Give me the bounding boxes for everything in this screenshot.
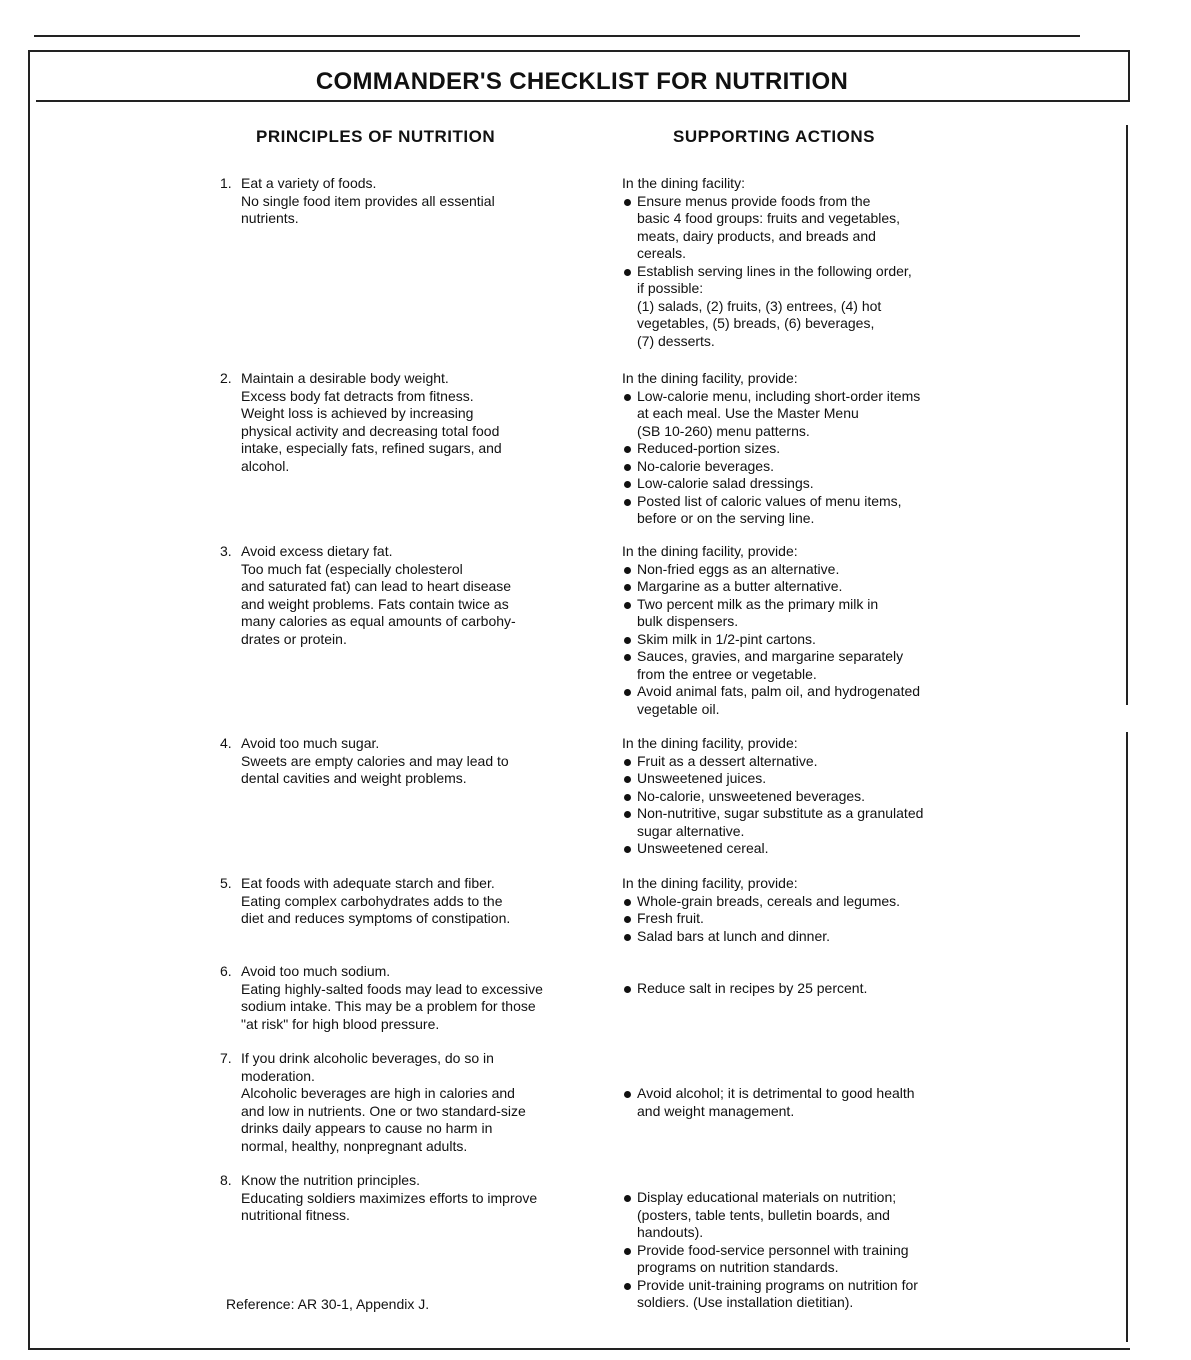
action-text-line: Ensure menus provide foods from the <box>637 192 871 209</box>
action-text-line: (SB 10-260) menu patterns. <box>637 422 810 439</box>
action-text-line: cereals. <box>637 245 687 261</box>
principle-text-line: drinks daily appears to cause no harm in <box>241 1120 493 1136</box>
action-text-line: before or on the serving line. <box>637 510 815 526</box>
action-text-line: Avoid animal fats, palm oil, and hydrogenated <box>637 683 921 699</box>
frame-right-edge <box>1128 50 1130 102</box>
principle-heading <box>220 543 600 561</box>
action-bullet-item <box>622 631 972 649</box>
reference-note: Reference: AR 30-1, Appendix J. <box>226 1296 430 1312</box>
action-group <box>622 875 972 945</box>
action-bullet-item <box>622 578 972 596</box>
action-intro: In the dining facility, provide: <box>622 543 798 559</box>
principle-text-line: many calories as equal amounts of carbohy- <box>241 613 516 629</box>
action-bullet-item <box>622 1242 972 1277</box>
action-bullet-item <box>622 648 972 683</box>
principle-item <box>220 370 600 475</box>
principle-title: Avoid too much sugar. <box>241 735 380 751</box>
principle-text-line: "at risk" for high blood pressure. <box>241 1015 440 1032</box>
action-text-line: handouts). <box>637 1224 704 1240</box>
action-text-line: (posters, table tents, bulletin boards, and <box>637 1206 890 1223</box>
action-intro: In the dining facility, provide: <box>622 370 798 386</box>
action-text-line: Low-calorie salad dressings. <box>637 475 814 491</box>
principle-text-line: nutritional fitness. <box>241 1207 350 1223</box>
principle-title: Eat foods with adequate starch and fiber. <box>241 875 495 891</box>
principle-title: Avoid too much sodium. <box>241 963 391 979</box>
principle-number: 7. <box>220 1050 232 1066</box>
action-text-line: Unsweetened juices. <box>637 770 767 786</box>
principle-title: Maintain a desirable body weight. <box>241 370 449 386</box>
principle-text-line: nutrients. <box>241 210 299 226</box>
action-text-line: Avoid alcohol; it is detrimental to good health <box>637 1085 915 1101</box>
action-group <box>622 1085 972 1120</box>
principle-heading <box>220 1050 600 1068</box>
action-text-line: No-calorie beverages. <box>637 457 774 474</box>
principle-number: 6. <box>220 963 232 979</box>
action-text-line: bulk dispensers. <box>637 613 739 629</box>
action-bullet-item <box>622 770 972 788</box>
action-text-line: programs on nutrition standards. <box>637 1259 839 1275</box>
principle-number: 1. <box>220 175 232 191</box>
right-column-header: SUPPORTING ACTIONS <box>673 127 875 146</box>
principle-item <box>220 1172 600 1225</box>
principle-text-line: No single food item provides all essential <box>241 192 495 209</box>
action-text-line: Non-nutritive, sugar substitute as a granulated <box>637 805 924 821</box>
action-group <box>622 1189 972 1312</box>
principle-text-line: Too much fat (especially cholesterol <box>241 560 463 577</box>
principle-title: Know the nutrition principles. <box>241 1172 420 1188</box>
principle-heading <box>220 875 600 893</box>
action-text-line: (7) desserts. <box>637 332 715 349</box>
principle-text-line: intake, especially fats, refined sugars, and <box>241 440 502 456</box>
action-text-line: Sauces, gravies, and margarine separately <box>637 648 904 664</box>
action-bullet-item <box>622 980 972 998</box>
principle-text-line: Educating soldiers maximizes efforts to improve <box>241 1189 538 1206</box>
principle-item <box>220 963 600 1033</box>
action-text-line: Posted list of caloric values of menu items, <box>637 492 902 509</box>
action-text-line: vegetable oil. <box>637 700 720 717</box>
principle-heading <box>220 735 600 753</box>
principle-heading <box>220 370 600 388</box>
action-bullet-item <box>622 840 972 858</box>
action-bullet-item <box>622 263 972 351</box>
principle-item <box>220 175 600 228</box>
action-text-line: meats, dairy products, and breads and <box>637 227 876 244</box>
action-bullet-item <box>622 753 972 771</box>
principle-item <box>220 875 600 928</box>
action-text-line: Reduced-portion sizes. <box>637 440 781 456</box>
principle-title: Avoid excess dietary fat. <box>241 543 393 559</box>
principle-text-line: drates or protein. <box>241 630 347 647</box>
frame-right-edge <box>1126 732 1128 1342</box>
action-bullet-item <box>622 928 972 946</box>
principle-text-line: and weight problems. Fats contain twice as <box>241 595 509 612</box>
principle-number: 4. <box>220 735 232 751</box>
left-column-header: PRINCIPLES OF NUTRITION <box>256 127 496 146</box>
action-text-line: No-calorie, unsweetened beverages. <box>637 787 866 804</box>
action-bullet-item <box>622 493 972 528</box>
action-text-line: Non-fried eggs as an alternative. <box>637 560 840 577</box>
principle-text-line: Alcoholic beverages are high in calories and <box>241 1085 515 1101</box>
action-group <box>622 980 972 998</box>
action-bullet-item <box>622 1189 972 1242</box>
principle-number: 8. <box>220 1172 232 1188</box>
page-title: COMMANDER'S CHECKLIST FOR NUTRITION <box>315 68 849 95</box>
action-bullet-item <box>622 683 972 718</box>
principle-text-line: Weight loss is achieved by increasing <box>241 405 474 421</box>
action-bullet-item <box>622 910 972 928</box>
action-text-line: from the entree or vegetable. <box>637 665 817 682</box>
top-rule <box>34 35 1080 37</box>
principle-text-line: physical activity and decreasing total food <box>241 422 500 439</box>
principle-text-line: diet and reduces symptoms of constipation. <box>241 910 511 926</box>
principle-title: Eat a variety of foods. <box>241 175 377 191</box>
action-bullet-item <box>622 440 972 458</box>
action-bullet-item <box>622 1277 972 1312</box>
action-intro: In the dining facility: <box>622 175 745 191</box>
principle-item <box>220 1050 600 1155</box>
action-intro: In the dining facility, provide: <box>622 735 798 751</box>
frame-right-edge <box>1126 125 1128 705</box>
title-rule <box>36 100 1128 102</box>
principle-text-line: dental cavities and weight problems. <box>241 770 467 786</box>
action-text-line: Fruit as a dessert alternative. <box>637 752 818 769</box>
action-text-line: soldiers. (Use installation dietitian). <box>637 1294 854 1310</box>
action-group <box>622 543 972 718</box>
action-bullet-item <box>622 388 972 441</box>
action-text-line: Unsweetened cereal. <box>637 840 769 856</box>
principle-title-continued: moderation. <box>241 1067 315 1084</box>
action-bullet-item <box>622 475 972 493</box>
action-text-line: Two percent milk as the primary milk in <box>637 595 879 612</box>
action-text-line: and weight management. <box>637 1102 795 1119</box>
action-bullet-item <box>622 458 972 476</box>
action-text-line: if possible: <box>637 280 704 296</box>
principle-number: 5. <box>220 875 232 891</box>
action-text-line: Low-calorie menu, including short-order items <box>637 387 921 404</box>
principle-text-line: normal, healthy, nonpregnant adults. <box>241 1137 468 1154</box>
action-text-line: basic 4 food groups: fruits and vegetables, <box>637 210 901 226</box>
action-text-line: Margarine as a butter alternative. <box>637 578 843 594</box>
action-bullet-item <box>622 193 972 263</box>
action-text-line: Skim milk in 1/2-pint cartons. <box>637 630 816 647</box>
action-text-line: Establish serving lines in the following order, <box>637 262 912 279</box>
principle-title: If you drink alcoholic beverages, do so in <box>241 1050 494 1066</box>
action-group <box>622 735 972 858</box>
action-bullet-item <box>622 596 972 631</box>
action-text-line: Salad bars at lunch and dinner. <box>637 927 831 944</box>
principle-text-line: and saturated fat) can lead to heart disease <box>241 578 512 594</box>
principle-text-line: sodium intake. This may be a problem for those <box>241 998 536 1014</box>
action-text-line: at each meal. Use the Master Menu <box>637 405 859 421</box>
principle-text-line: Sweets are empty calories and may lead to <box>241 752 509 769</box>
principle-text-line: and low in nutrients. One or two standard-size <box>241 1102 526 1119</box>
principle-number: 3. <box>220 543 232 559</box>
action-text-line: vegetables, (5) breads, (6) beverages, <box>637 315 875 331</box>
action-bullet-item <box>622 1085 972 1120</box>
action-group <box>622 175 972 350</box>
action-intro: In the dining facility, provide: <box>622 875 798 891</box>
action-text-line: Provide food-service personnel with training <box>637 1241 909 1258</box>
principle-text-line: Eating highly-salted foods may lead to excessive <box>241 980 543 997</box>
action-text-line: sugar alternative. <box>637 822 745 839</box>
principle-item <box>220 735 600 788</box>
action-group <box>622 370 972 528</box>
action-bullet-item <box>622 561 972 579</box>
principle-heading <box>220 175 600 193</box>
principle-item <box>220 543 600 648</box>
action-bullet-item <box>622 788 972 806</box>
principle-number: 2. <box>220 370 232 386</box>
action-bullet-item <box>622 893 972 911</box>
principle-heading <box>220 963 600 981</box>
action-text-line: Whole-grain breads, cereals and legumes. <box>637 892 901 909</box>
principle-text-line: alcohol. <box>241 457 290 474</box>
principle-text-line: Eating complex carbohydrates adds to the <box>241 892 503 909</box>
action-bullet-item <box>622 805 972 840</box>
action-text-line: Display educational materials on nutrition; <box>637 1189 897 1205</box>
action-text-line: Fresh fruit. <box>637 910 704 926</box>
action-text-line: Reduce salt in recipes by 25 percent. <box>637 980 868 996</box>
action-text-line: (1) salads, (2) fruits, (3) entrees, (4) hot <box>637 297 882 314</box>
principle-text-line: Excess body fat detracts from fitness. <box>241 387 474 404</box>
action-text-line: Provide unit-training programs on nutrition for <box>637 1276 918 1293</box>
principle-heading <box>220 1172 600 1190</box>
